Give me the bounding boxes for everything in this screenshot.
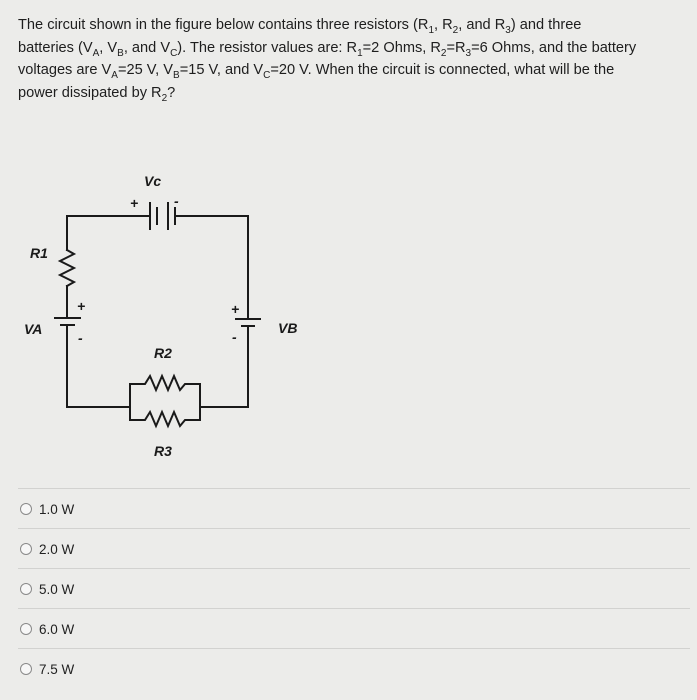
subscript: A (111, 69, 118, 81)
radio-button-icon[interactable] (20, 583, 32, 595)
text-span: voltages are V (18, 62, 112, 78)
text-span: ). The resistor values are: R (177, 39, 358, 56)
text-span: , V (99, 39, 118, 56)
subscript: 2 (452, 24, 459, 36)
text-span: , and V (123, 39, 171, 56)
option-label: 7.5 W (39, 661, 75, 677)
option-label: 5.0 W (39, 581, 75, 597)
option-5[interactable] (18, 648, 690, 689)
radio-button-icon[interactable] (20, 503, 32, 515)
subscript: 1 (428, 24, 434, 36)
r3-resistor (130, 412, 200, 426)
text-span: =6 Ohms, and the battery (471, 39, 637, 56)
option-1[interactable] (18, 488, 690, 529)
radio-button-icon[interactable] (20, 663, 32, 675)
vb-minus: - (232, 329, 237, 345)
subscript: C (170, 47, 178, 59)
right-wire-bottom (200, 326, 248, 407)
question-line-3 (18, 59, 690, 82)
subscript: A (92, 47, 100, 59)
vc-plus: + (130, 195, 139, 211)
option-3[interactable] (18, 568, 690, 609)
text-span: , R (434, 17, 453, 33)
text-span: =2 Ohms, R (362, 39, 441, 56)
question-line-2 (18, 37, 690, 60)
va-plus: + (77, 298, 86, 314)
subscript: 3 (465, 47, 472, 59)
option-2[interactable] (18, 528, 690, 569)
subscript: C (263, 69, 271, 81)
option-4[interactable] (18, 608, 690, 649)
subscript: 1 (357, 47, 363, 59)
vb-label: VB (278, 320, 298, 336)
subscript: B (173, 69, 180, 81)
text-span: power dissipated by R (18, 84, 162, 101)
circuit-diagram (20, 158, 320, 468)
r1-resistor (60, 250, 74, 286)
va-label: VA (24, 321, 43, 337)
vb-plus: + (231, 301, 240, 317)
r1-label: R1 (30, 245, 48, 261)
r3-label: R3 (154, 443, 172, 459)
text-span: =20 V. When the circuit is connected, what will be the (270, 62, 615, 78)
question-line-1 (18, 14, 690, 37)
option-label: 6.0 W (39, 621, 75, 637)
radio-button-icon[interactable] (20, 543, 32, 555)
option-label: 1.0 W (39, 501, 75, 517)
subscript: 2 (161, 92, 168, 104)
text-span: batteries (V (18, 39, 93, 56)
subscript: 3 (505, 24, 511, 36)
question-line-4 (18, 82, 690, 105)
vc-label: Vc (144, 173, 162, 189)
left-wire-bottom (67, 325, 130, 407)
subscript: B (117, 47, 124, 59)
text-span: ? (167, 84, 176, 101)
option-label: 2.0 W (39, 541, 75, 557)
vc-minus: - (174, 193, 179, 209)
text-span: ) and three (510, 17, 582, 33)
text-span: =R (446, 39, 466, 56)
radio-button-icon[interactable] (20, 623, 32, 635)
subscript: 2 (440, 47, 447, 59)
r2-label: R2 (154, 345, 172, 361)
text-span: =25 V, V (117, 62, 174, 78)
text-span: The circuit shown in the figure below contains three resistors (R (18, 17, 429, 33)
text-span: =15 V, and V (179, 62, 264, 78)
r2-resistor (130, 376, 200, 390)
text-span: , and R (458, 17, 506, 33)
va-minus: - (78, 330, 83, 346)
question-text (18, 14, 690, 104)
